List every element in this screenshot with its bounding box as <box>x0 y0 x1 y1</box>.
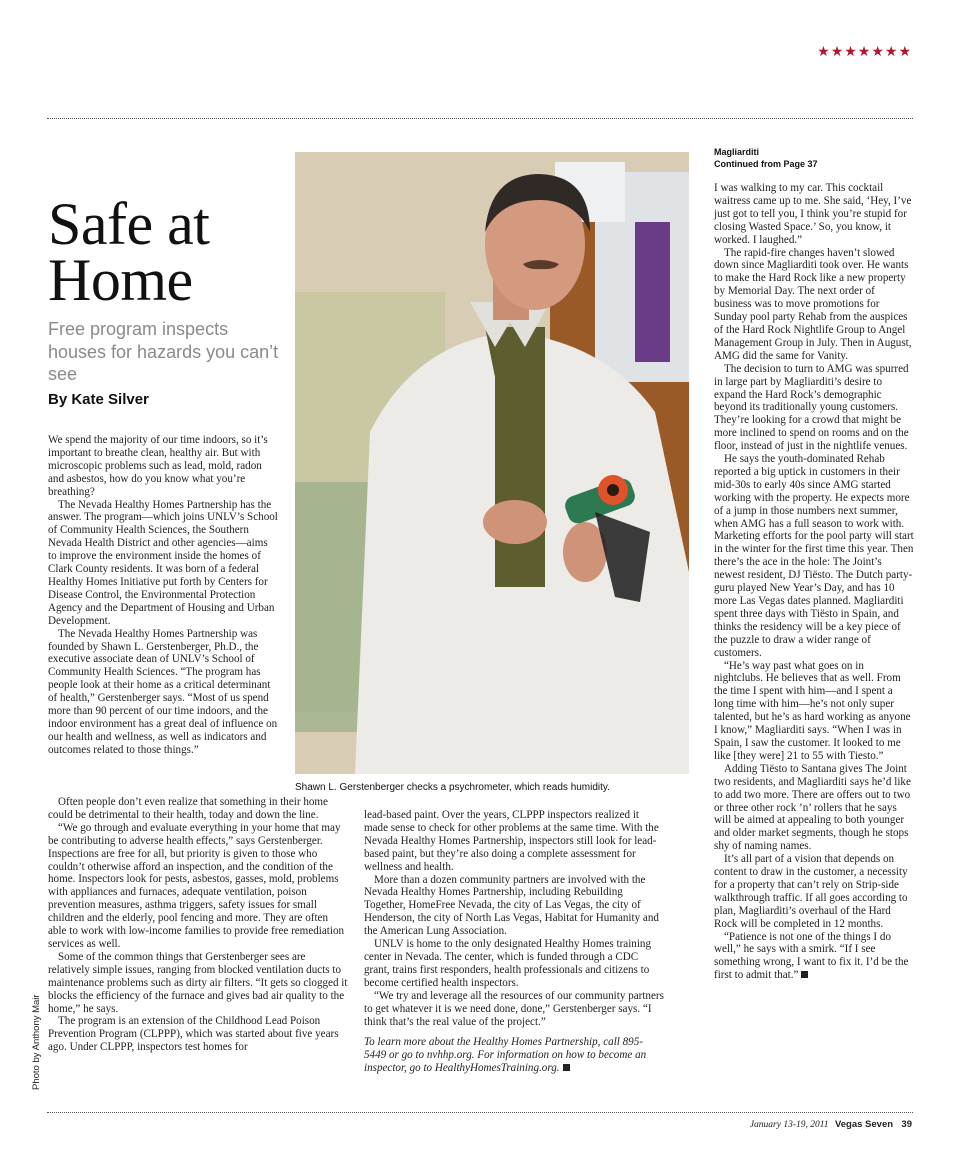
magazine-name: Vegas Seven <box>834 1119 894 1130</box>
scientist-photo-illustration <box>295 152 689 774</box>
page-number: 39 <box>901 1119 912 1130</box>
paragraph: The program is an extension of the Childhood Lead Poison Prevention Program (CLPPP), which was started about five years ago. Under CLPPP, inspectors test homes for <box>48 1015 339 1054</box>
sidebar-column <box>714 182 914 982</box>
end-mark-icon <box>801 971 808 978</box>
paragraph: I was walking to my car. This cocktail waitress came up to me. She said, ‘Hey, I’ve just got to tell you, I think you’re stupid for closing Wasted Space.’ So, you know, it worked. I laughed.” <box>714 182 912 246</box>
article-column-3 <box>364 809 664 1075</box>
info-note <box>364 1036 664 1075</box>
article-column-2 <box>48 796 348 1054</box>
article-deck: Free program inspects houses for hazards you can’t see <box>48 319 279 384</box>
article-byline: By Kate Silver <box>48 391 149 408</box>
paragraph: We spend the majority of our time indoors, so it’s important to breathe clean, healthy air. But with microscopic problems such as lead, mold, radon and asbestos, how do you know what you’re breathing? <box>48 434 268 498</box>
paragraph: “We try and leverage all the resources of our community partners to get whatever it is we need done, done,” Gerstenberger says. “I think that’s the real value of the project.” <box>364 989 664 1028</box>
page-footer <box>750 1119 912 1130</box>
title-line-2: Home <box>48 247 193 313</box>
paragraph: Some of the common things that Gerstenberger sees are relatively simple issues, ranging from blocked ventilation ducts to maintenance problems such as dirty air filters. “It gets so clogged it blocks the efficiency of the furnace and gives bad air quality to the home,” he says. <box>48 950 348 1015</box>
photo-caption: Shawn L. Gerstenberger checks a psychrometer, which reads humidity. <box>295 782 610 793</box>
article-title <box>48 191 288 313</box>
paragraph: The Nevada Healthy Homes Partnership was founded by Shawn L. Gerstenberger, Ph.D., the executive associate dean of UNLV’s School of Community Health Sciences. “The program has people look at their home as a critical determinant of health,” Gerstenberger says. “Most of us spend more than 90 percent of our time indoors, and the indoor environment has a great deal of influence on our health and wellness, as well as indicators and outcomes related to those things.” <box>48 627 278 756</box>
paragraph: It’s all part of a vision that depends on content to draw in the customer, a necessity for a property that can’t rely on Strip-side walkthrough traffic. If all goes according to plan, Magliarditi’s overhaul of the Hard Rock will be completed in 12 months. <box>714 853 908 930</box>
paragraph: UNLV is home to the only designated Healthy Homes training center in Nevada. The center, which is funded through a CDC grant, trains first responders, health professionals and citizens to become certified health inspectors. <box>364 938 651 989</box>
paragraph: lead-based paint. Over the years, CLPPP inspectors realized it made sense to check for other problems at the same time. With the Nevada Healthy Homes Partnership, inspectors still look for lead-based paint, but they’re also doing a complete assessment for wellness and health. <box>364 809 659 873</box>
issue-date: January 13-19, 2011 <box>749 1120 829 1130</box>
end-mark-icon <box>563 1064 570 1071</box>
sidebar-continued: Continued from Page 37 <box>714 159 818 169</box>
paragraph: Adding Tiësto to Santana gives The Joint two residents, and Magliarditi says he’d like to add two more. There are offers out to two or three other rock ’n’ rollers that he says will be aimed at appealing to both younger and older market segments, though he stops shy of naming names. <box>714 762 911 853</box>
paragraph: The Nevada Healthy Homes Partnership has the answer. The program—which joins UNLV’s School of Community Health Sciences, the Southern Nevada Health District and other agencies—aims to improve the environment inside the homes of Clark County residents. It was born of a federal Healthy Homes Initiative put forth by Centers for Disease Control, the Environmental Protection Agency and the Department of Housing and Urban Development. <box>48 498 278 627</box>
article-photo <box>295 152 689 774</box>
top-divider <box>47 118 913 119</box>
paragraph: He says the youth-dominated Rehab reported a big uptick in customers in their mid-30s to early 40s since AMG started working with the property. He expects more of a jump in those numbers next summer, when AMG has a full season to work with. Marketing efforts for the pool party will start in the winter for the first time this year. Then there’s the ace in the hole: The Joint’s newest resident, DJ Tiësto. The Dutch party-guru played New Year’s Day, and has 10 more Las Vegas dates planned. Magliarditi spent three days with Tiësto in Spain, and thinks the residency will be a key piece of the puzzle to draw a wider range of customers. <box>714 453 914 659</box>
rating-stars: ★★★★★★★ <box>817 44 912 60</box>
photo-credit: Photo by Anthony Mair <box>31 994 42 1090</box>
sidebar-name: Magliarditi <box>714 147 760 157</box>
info-note-text: To learn more about the Healthy Homes Partnership, call 895-5449 or go to nvhhp.org. For information on how to become an inspector, go to HealthyHomesTraining.org. <box>364 1036 647 1075</box>
paragraph: “He’s way past what goes on in nightclubs. He believes that as well. From the time I spent with him—and I spent a long time with him—he’s not only super talented, but he’s as hard working as anyone I know,” Magliarditi says. “When I was in Spain, I saw the customer. It looked to me like [they were] 21 to 55 with Tiesto.” <box>714 659 911 762</box>
paragraph: The rapid-fire changes haven’t slowed down since Magliarditi took over. He wants to make the Hard Rock like a new property by Memorial Day. The next order of business was to move promotions for Sunday pool party Rehab from the auspices of the Hard Rock Nightlife Group to Angel Management Group in July. Then in August, AMG did the same for Vanity. <box>714 246 912 362</box>
bottom-divider <box>47 1112 913 1113</box>
paragraph: More than a dozen community partners are involved with the Nevada Healthy Homes Partnership, including Rebuilding Together, HomeFree Nevada, the city of Las Vegas, the city of Henderson, the city of North Las Vegas, Habitat for Humanity and the American Lung Association. <box>364 873 659 938</box>
article-column-1 <box>48 434 278 757</box>
title-line-1: Safe at <box>48 191 210 257</box>
sidebar-header <box>714 146 818 170</box>
paragraph: Often people don’t even realize that something in their home could be detrimental to their health, today and down the line. <box>48 796 328 821</box>
paragraph: The decision to turn to AMG was spurred in large part by Magliarditi’s desire to expand the Hard Rock’s demographic beyond its traditionally young customers. They’re looking for a crowd that might be more inclined to spend on rooms and on the floor, instead of just in the nightlife venues. <box>714 362 909 453</box>
paragraph <box>714 931 914 983</box>
last-paragraph-text: “Patience is not one of the things I do well,” he says with a smirk. “If I see something wrong, I want to fix it. I’d be the first to admit that.” <box>714 930 909 982</box>
paragraph: “We go through and evaluate everything in your home that may be contributing to adverse health effects,” says Gerstenberger. Inspections are free for all, but priority is given to those who couldn’t otherwise afford an inspection, and the condition of the home. Inspectors look for pests, asbestos, gasses, mold, problems with appliances and furnaces, adequate ventilation, poison prevention measures, asthma triggers, safety issues for small children and the elderly, pool fencing and more. They are often able to work with low-income families to provide free remediation services as well. <box>48 821 345 950</box>
